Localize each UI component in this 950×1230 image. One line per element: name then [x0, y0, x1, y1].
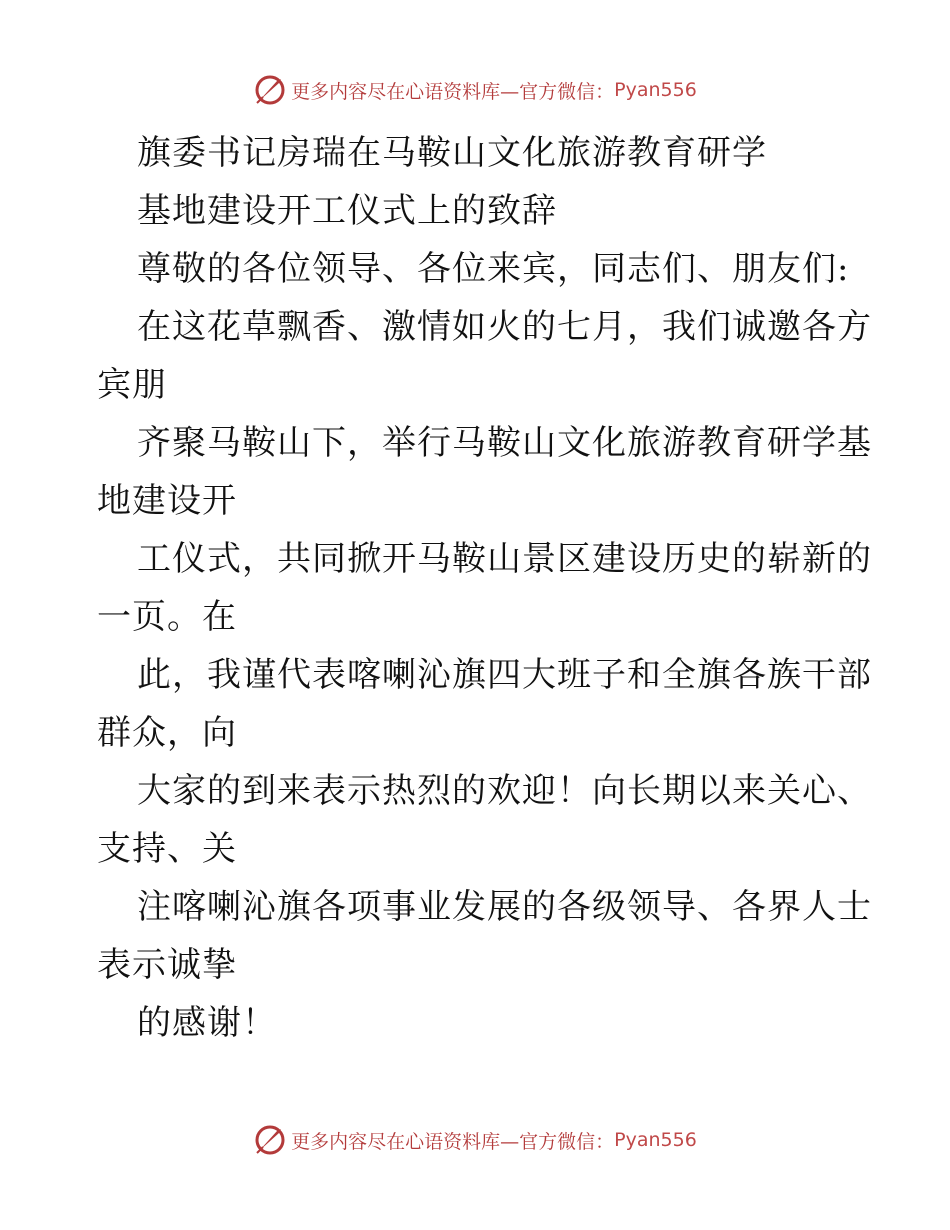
text-line: 基地建设开工仪式上的致辞	[137, 191, 557, 231]
text-line: 工仪式，共同掀开马鞍山景区建设历史的崭新的	[137, 539, 872, 579]
text-line: 旗委书记房瑞在马鞍山文化旅游教育研学	[137, 133, 767, 173]
document-body	[97, 124, 872, 1052]
text-line: 宾朋	[97, 365, 167, 405]
text-line: 的感谢！	[137, 1003, 277, 1043]
text-line: 齐聚马鞍山下，举行马鞍山文化旅游教育研学基	[137, 423, 872, 463]
text-line: 在这花草飘香、激情如火的七月，我们诚邀各方	[137, 307, 872, 347]
text-line: 大家的到来表示热烈的欢迎！向长期以来关心、	[137, 771, 872, 811]
text-line: 表示诚挚	[97, 945, 237, 985]
text-line: 此，我谨代表喀喇沁旗四大班子和全旗各族干部	[137, 655, 872, 695]
quill-logo-icon	[253, 73, 287, 107]
watermark-wechat-id: Pyan556	[614, 79, 697, 101]
watermark-text: 更多内容尽在心语资料库—官方微信：	[291, 1130, 615, 1153]
text-line: 一页。在	[97, 597, 237, 637]
watermark-wechat-id: Pyan556	[614, 1129, 697, 1151]
text-line: 群众，向	[97, 713, 237, 753]
text-line: 尊敬的各位领导、各位来宾，同志们、朋友们:	[137, 249, 850, 289]
text-line: 地建设开	[97, 481, 237, 521]
watermark-text: 更多内容尽在心语资料库—官方微信：	[291, 80, 615, 103]
text-line: 注喀喇沁旗各项事业发展的各级领导、各界人士	[137, 887, 872, 927]
quill-logo-icon	[253, 1123, 287, 1157]
header-watermark	[0, 70, 950, 110]
footer-watermark	[0, 1120, 950, 1160]
text-line: 支持、关	[97, 829, 237, 869]
